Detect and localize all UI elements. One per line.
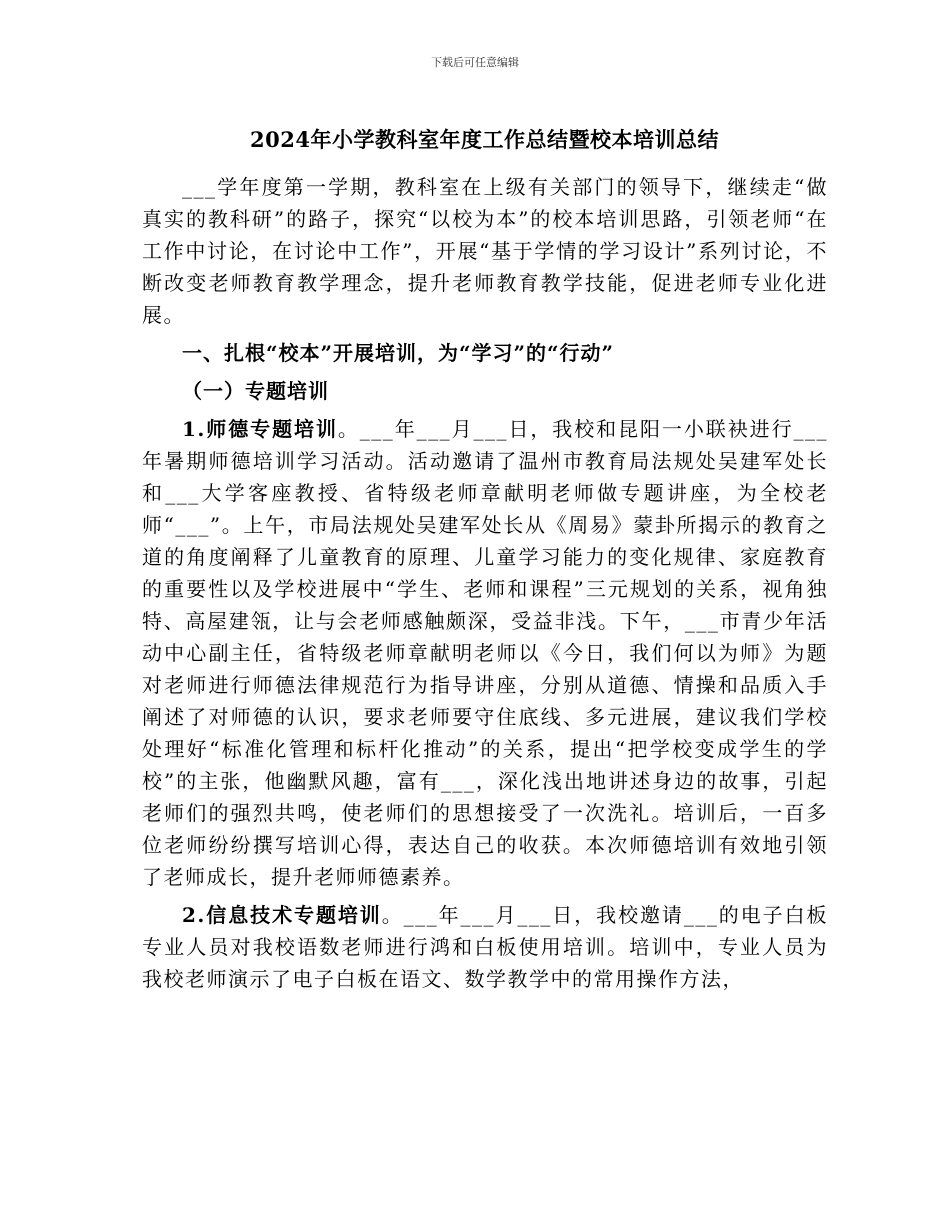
paragraph-lead: 2.信息技术专题培训 [182, 903, 382, 927]
document-body [142, 171, 828, 995]
paragraph-ethics-training [142, 413, 828, 893]
paragraph-text: 。___年___月___日，我校邀请___的电子白板专业人员对我校语数老师进行鸿和白板使用培训。培训中，专业人员为我校老师演示了电子白板在语文、数学教学中的常用操作方法， [142, 903, 828, 991]
paragraph-text: 。___年___月___日，我校和昆阳一小联袂进行___年暑期师德培训学习活动。活动邀请了温州市教育局法规处吴建军处长和___大学客座教授、省特级老师章献明老师做专题讲座，为全校老师“___”。上午，市局法规处吴建军处长从《周易》蒙卦所揭示的教育之道的角度阐释了儿童教育的原理、儿童学习能力的变化规律、家庭教育的重要性以及学校进展中“学生、老师和课程”三元规划的关系，视角独特、高屋建瓴，让与会老师感触颇深，受益非浅。下午，___市青少年活动中心副主任，省特级老师章献明老师以《今日，我们何以为师》为题对老师进行师德法律规范行为指导讲座，分别从道德、情操和品质入手阐述了对师德的认识，要求老师要守住底线、多元进展，建议我们学校处理好“标准化管理和标杆化推动”的关系，提出“把学校变成学生的学校”的主张，他幽默风趣，富有___，深化浅出地讲述身边的故事，引起老师们的强烈共鸣，使老师们的思想接受了一次洗礼。培训后，一百多位老师纷纷撰写培训心得，表达自己的收获。本次师德培训有效地引领了老师成长，提升老师师德素养。 [142, 417, 828, 889]
document-title: 2024年小学教科室年度工作总结暨校本培训总结 [250, 127, 719, 152]
header-note: 下载后可任意编辑 [431, 56, 519, 69]
intro-paragraph: ___学年度第一学期，教科室在上级有关部门的领导下，继续走“做真实的教科研”的路子，探究“以校为本”的校本培训思路，引领老师“在工作中讨论，在讨论中工作”，开展“基于学情的学习设计”系列讨论，不断改变老师教育教学理念，提升老师教育教学技能，促进老师专业化进展。 [142, 175, 828, 327]
paragraph-it-training [142, 899, 828, 995]
section-heading: 一、扎根“校本”开展培训，为“学习”的“行动” [182, 341, 615, 365]
subsection-heading: （一）专题培训 [182, 379, 329, 403]
paragraph-lead: 1.师德专题培训 [182, 417, 338, 441]
